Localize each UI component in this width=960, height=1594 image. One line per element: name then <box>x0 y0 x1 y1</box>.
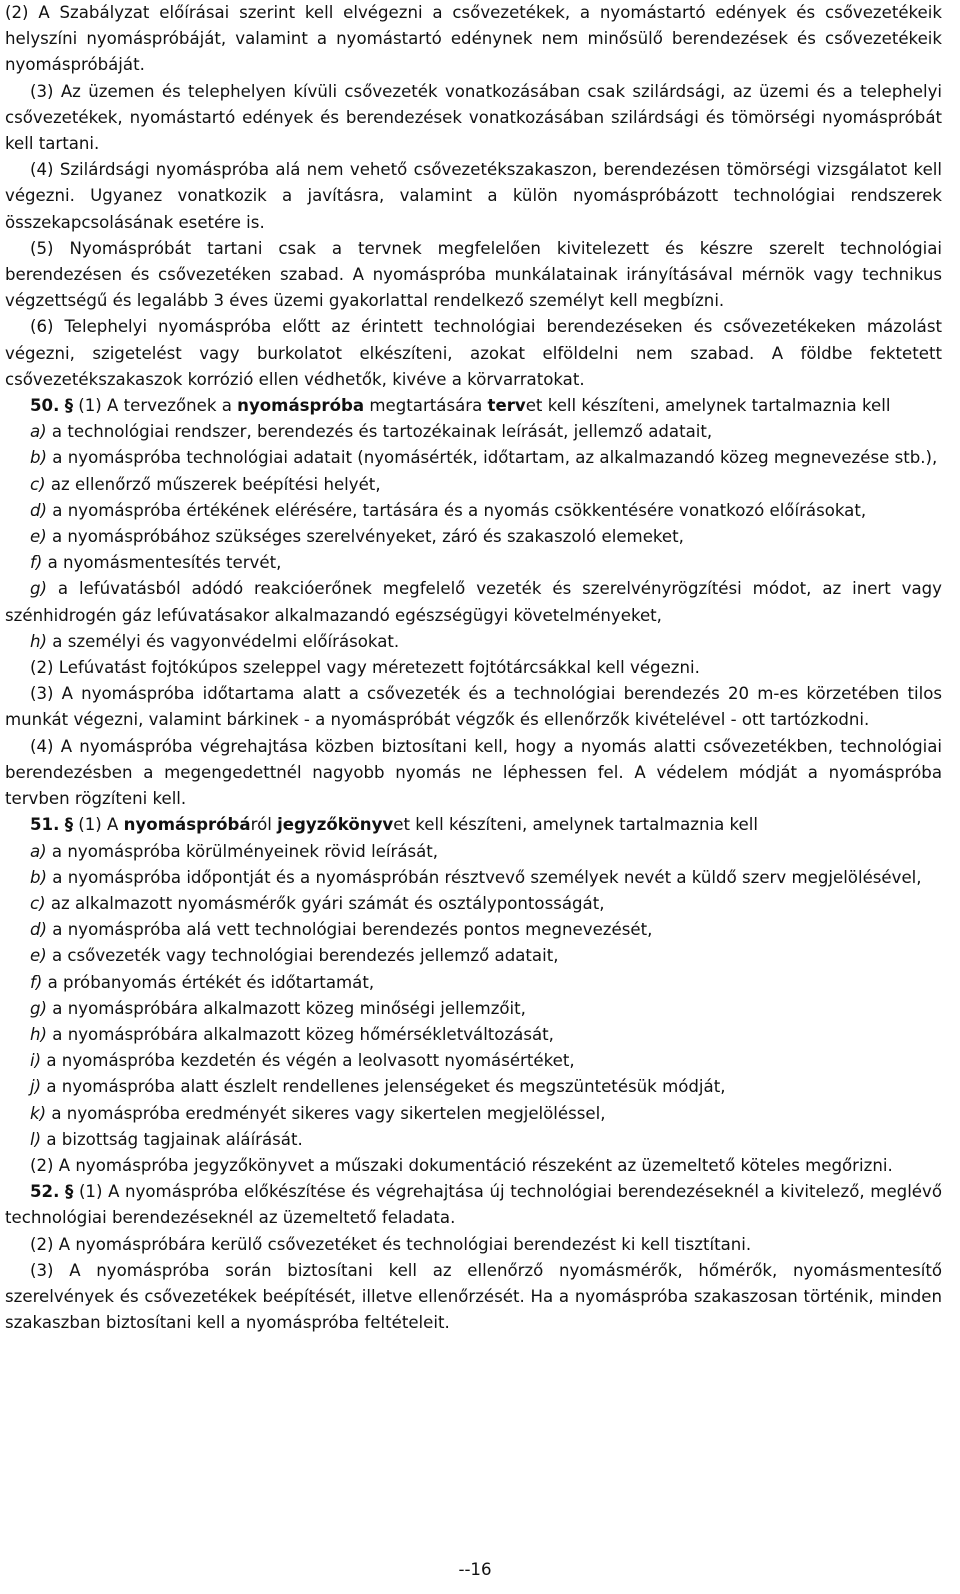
document-page <box>5 0 942 1336</box>
list-item: k) a nyomáspróba eredményét sikeres vagy sikertelen megjelöléssel, <box>30 1103 606 1123</box>
section-50-item-list <box>5 419 942 655</box>
section-51-heading: 51. § (1) A nyomáspróbáról jegyzőkönyvet kell készíteni, amelynek tartalmaznia kell <box>30 815 758 835</box>
list-item: j) a nyomáspróba alatt észlelt rendellenes jelenségeket és megszüntetésük módját, <box>30 1077 726 1097</box>
section-50-heading: 50. § (1) A tervezőnek a nyomáspróba megtartására tervet kell készíteni, amelynek tartalmaznia kell <box>30 396 891 416</box>
section-50-paragraph-4: (4) A nyomáspróba végrehajtása közben biztosítani kell, hogy a nyomás alatti csővezetékben, technológiai berendezésben a megengedettnél nagyobb nyomás ne léphessen fel. A védelem módját a nyomáspróba tervben rögzíteni kell. <box>5 736 942 809</box>
list-item: d) a nyomáspróba alá vett technológiai berendezés pontos megnevezését, <box>30 920 653 940</box>
list-item: i) a nyomáspróba kezdetén és végén a leolvasott nyomásértéket, <box>30 1051 575 1071</box>
list-item: h) a személyi és vagyonvédelmi előírásokat. <box>30 631 400 651</box>
list-item: h) a nyomáspróbára alkalmazott közeg hőmérsékletváltozását, <box>30 1024 554 1044</box>
paragraph-4: (4) Szilárdsági nyomáspróba alá nem vehető csővezetékszakaszon, berendezésen tömörségi vizsgálatot kell végezni. Ugyanez vonatkozik a javításra, valamint a külön nyomáspróbázott technológiai rendszerek összekapcsolásának esetére is. <box>5 160 942 232</box>
section-number: 51. <box>30 815 60 835</box>
list-item: a) a technológiai rendszer, berendezés és tartozékainak leírását, jellemző adatait, <box>30 422 713 442</box>
paragraph-6: (6) Telephelyi nyomáspróba előtt az érintett technológiai berendezéseken és csővezetékeken mázolást végezni, szigetelést vagy burkolatot elkészíteni, azokat elföldelni nem szabad. A földbe fektetett csővezetékszakaszok korrózió ellen védhetők, kivéve a körvarratokat. <box>5 317 942 389</box>
list-item: d) a nyomáspróba értékének elérésére, tartására és a nyomás csökkentésére vonatkozó előírásokat, <box>30 500 867 520</box>
list-item: b) a nyomáspróba időpontját és a nyomáspróbán résztvevő személyek nevét a küldő szerv megjelölésével, <box>30 867 922 887</box>
section-50-paragraph-3: (3) A nyomáspróba időtartama alatt a csővezeték és a technológiai berendezés 20 m-es körzetében tilos munkát végezni, valamint bárkinek - a nyomáspróbát végzők és ellenőrzők kivételével - ott tartózkodni. <box>5 684 942 730</box>
paragraph-3: (3) Az üzemen és telephelyen kívüli csővezeték vonatkozásában csak szilárdsági, az üzemi és a telephelyi csővezetékek, nyomástartó edények és berendezések vonatkozásában szilárdsági és tömörségi nyomáspróbát kell tartani. <box>5 81 942 154</box>
section-50-paragraph-2: (2) Lefúvatást fojtókúpos szeleppel vagy méretezett fojtótárcsákkal kell végezni. <box>30 658 700 678</box>
list-item: c) az alkalmazott nyomásmérők gyári számát és osztálypontosságát, <box>30 893 605 913</box>
list-item: a) a nyomáspróba körülményeinek rövid leírását, <box>30 841 439 861</box>
page-footer <box>0 1557 960 1583</box>
section-52-paragraph-2: (2) A nyomáspróbára kerülő csővezetéket és technológiai berendezést ki kell tisztítani. <box>30 1234 752 1254</box>
section-number: 52. <box>30 1182 60 1202</box>
page-number: --16 <box>458 1560 492 1579</box>
section-51-paragraph-2: (2) A nyomáspróba jegyzőkönyvet a műszaki dokumentáció részeként az üzemeltető köteles megőrizni. <box>30 1155 893 1175</box>
section-sign: § <box>64 396 73 416</box>
list-item: l) a bizottság tagjainak aláírását. <box>30 1129 303 1149</box>
section-number: 50. <box>30 396 60 416</box>
list-item: b) a nyomáspróba technológiai adatait (nyomásérték, időtartam, az alkalmazandó közeg megnevezése stb.), <box>30 448 938 468</box>
list-item: c) az ellenőrző műszerek beépítési helyét, <box>30 474 381 494</box>
section-sign: § <box>64 815 73 835</box>
list-item: f) a nyomásmentesítés tervét, <box>30 553 282 573</box>
list-item: f) a próbanyomás értékét és időtartamát, <box>30 972 375 992</box>
list-item: g) a lefúvatásból adódó reakcióerőnek megfelelő vezeték és szerelvényrögzítési módot, az inert vagy szénhidrogén gáz lefúvatásakor alkalmazandó egészségügyi követelményeket, <box>5 579 942 625</box>
section-sign: § <box>65 1182 74 1202</box>
paragraph-5: (5) Nyomáspróbát tartani csak a tervnek megfelelően kivitelezett és készre szerelt technológiai berendezésen és csővezetéken szabad. A nyomáspróba munkálatainak irányításával mérnök vagy technikus végzettségű és legalább 3 éves üzemi gyakorlattal rendelkező személyt kell megbízni. <box>5 238 942 311</box>
list-item: e) a csővezeték vagy technológiai berendezés jellemző adatait, <box>30 946 559 966</box>
list-item: g) a nyomáspróbára alkalmazott közeg minőségi jellemzőit, <box>30 998 526 1018</box>
paragraph-2: (2) A Szabályzat előírásai szerint kell elvégezni a csővezetékek, a nyomástartó edények és csővezetékeik helyszíni nyomáspróbáját, valamint a nyomástartó edénynek nem minősülő berendezések és csővezetékeik nyomáspróbáját. <box>5 3 942 75</box>
section-51-item-list <box>5 839 942 1153</box>
section-52-paragraph-3: (3) A nyomáspróba során biztosítani kell az ellenőrző nyomásmérők, hőmérők, nyomásmentesítő szerelvények és csővezetékek beépítését, illetve ellenőrzését. Ha a nyomáspróba szakaszosan történik, minden szakaszban biztosítani kell a nyomáspróba feltételeit. <box>5 1260 942 1333</box>
section-52-heading: 52. § (1) A nyomáspróba előkészítése és végrehajtása új technológiai berendezéseknél a kivitelező, meglévő technológiai berendezéseknél az üzemeltető feladata. <box>5 1182 942 1228</box>
list-item: e) a nyomáspróbához szükséges szerelvényeket, záró és szakaszoló elemeket, <box>30 527 684 547</box>
